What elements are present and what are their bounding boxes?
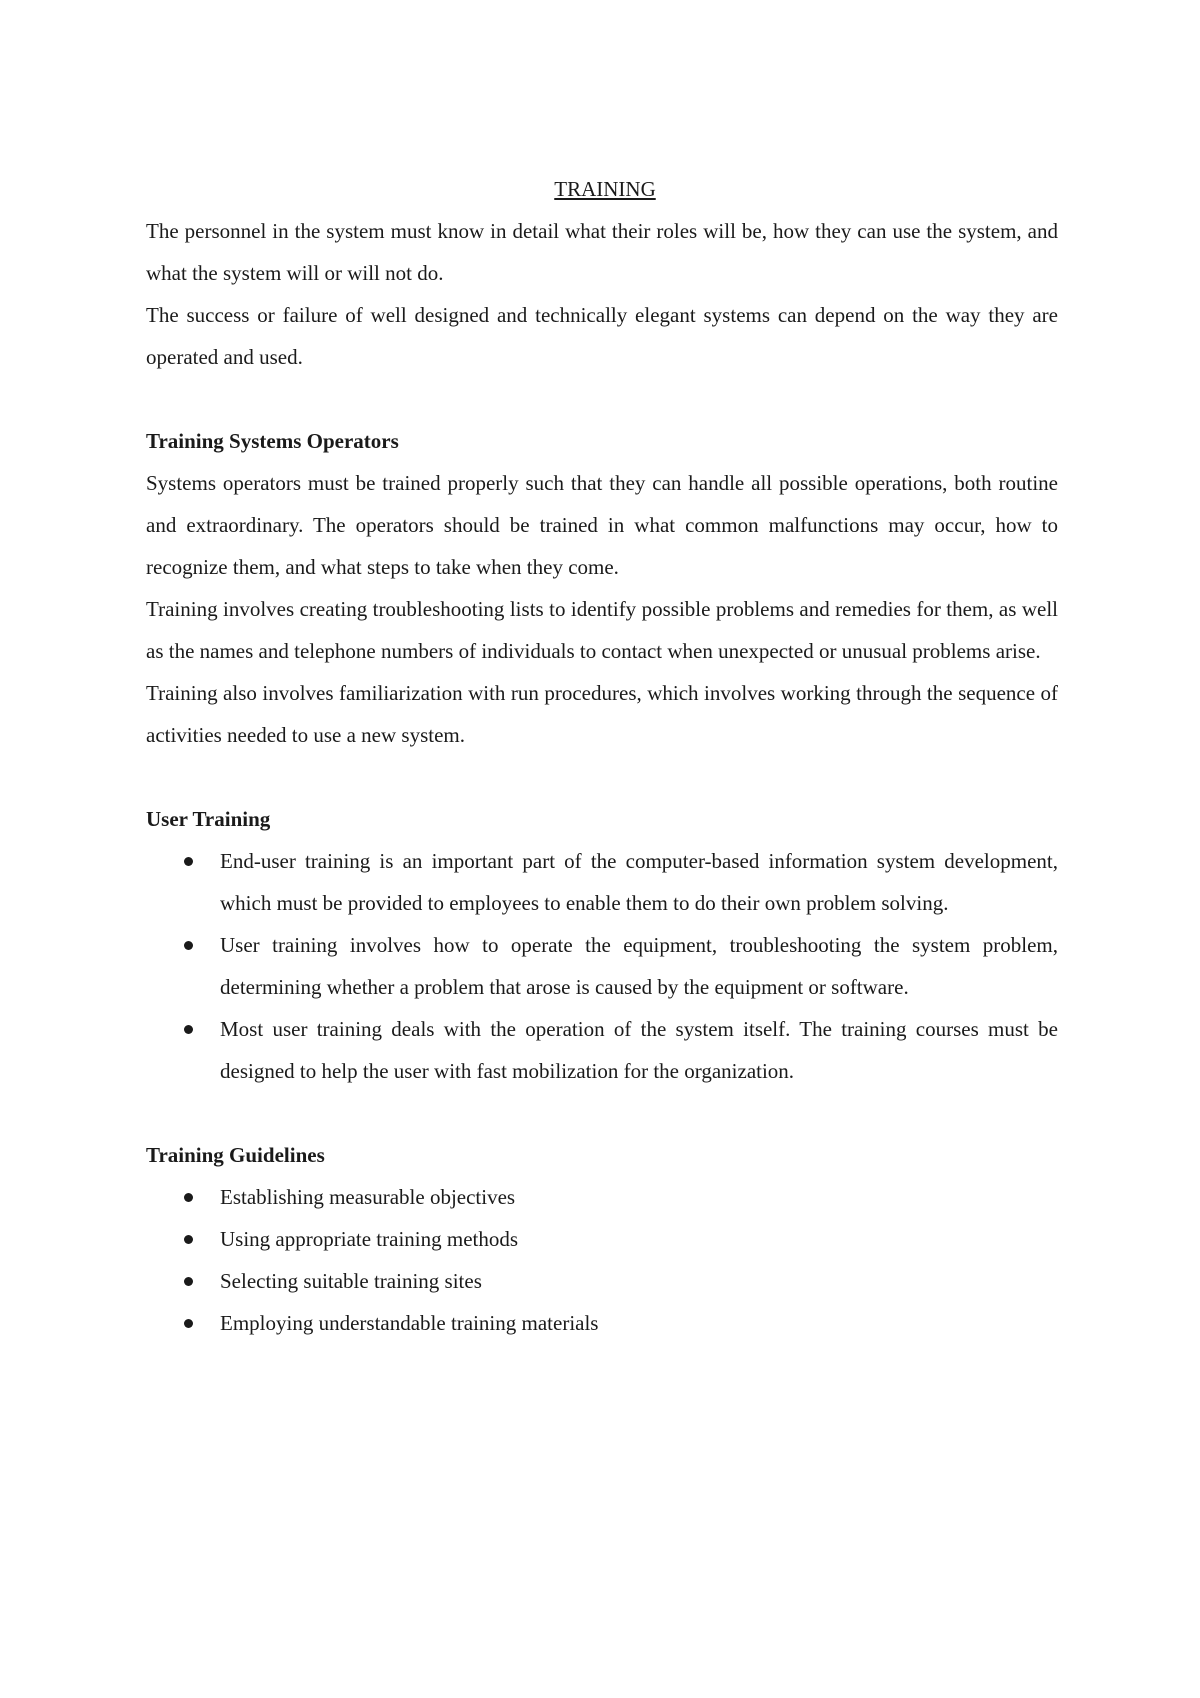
list-item	[146, 1302, 1058, 1344]
list-item-text: User training involves how to operate the equipment, troubleshooting the system problem, determining whether a problem that arose is caused by the equipment or software.	[220, 933, 1058, 999]
list-item	[146, 1008, 1058, 1092]
list-item	[146, 1218, 1058, 1260]
operators-paragraph: Training also involves familiarization with run procedures, which involves working through the sequence of activities needed to use a new system.	[146, 681, 1058, 747]
operators-paragraph: Training involves creating troubleshooting lists to identify possible problems and remedies for them, as well as the names and telephone numbers of individuals to contact when unexpected or unusual problems arise.	[146, 597, 1058, 663]
list-item-text: Using appropriate training methods	[220, 1227, 519, 1251]
bullet-icon	[184, 857, 193, 866]
bullet-icon	[184, 1277, 193, 1286]
list-item	[146, 840, 1058, 924]
list-item	[146, 924, 1058, 1008]
bullet-icon	[184, 941, 193, 950]
user-training-list	[146, 840, 1058, 1092]
bullet-icon	[184, 1193, 193, 1202]
bullet-icon	[184, 1235, 193, 1244]
operators-paragraph: Systems operators must be trained properly such that they can handle all possible operations, both routine and extraordinary. The operators should be trained in what common malfunctions may occur, how to recognize them, and what steps to take when they come.	[146, 471, 1058, 579]
list-item-text: Establishing measurable objectives	[220, 1185, 516, 1209]
section-spacer	[146, 1092, 1058, 1134]
guidelines-heading: Training Guidelines	[146, 1143, 325, 1167]
document-page	[146, 168, 1058, 1344]
list-item-text: Employing understandable training materials	[220, 1311, 599, 1335]
list-item	[146, 1260, 1058, 1302]
section-spacer	[146, 378, 1058, 420]
list-item-text: Most user training deals with the operation of the system itself. The training courses must be designed to help the user with fast mobilization for the organization.	[220, 1017, 1058, 1083]
intro-paragraph: The success or failure of well designed and technically elegant systems can depend on the way they are operated and used.	[146, 303, 1058, 369]
document-title: TRAINING	[554, 177, 656, 201]
bullet-icon	[184, 1319, 193, 1328]
bullet-icon	[184, 1025, 193, 1034]
operators-heading: Training Systems Operators	[146, 429, 399, 453]
list-item-text: Selecting suitable training sites	[220, 1269, 482, 1293]
list-item	[146, 1176, 1058, 1218]
list-item-text: End-user training is an important part of the computer-based information system development, which must be provided to employees to enable them to do their own problem solving.	[220, 849, 1058, 915]
section-spacer	[146, 756, 1058, 798]
intro-paragraph: The personnel in the system must know in detail what their roles will be, how they can use the system, and what the system will or will not do.	[146, 219, 1058, 285]
user-training-heading: User Training	[146, 807, 271, 831]
guidelines-list	[146, 1176, 1058, 1344]
